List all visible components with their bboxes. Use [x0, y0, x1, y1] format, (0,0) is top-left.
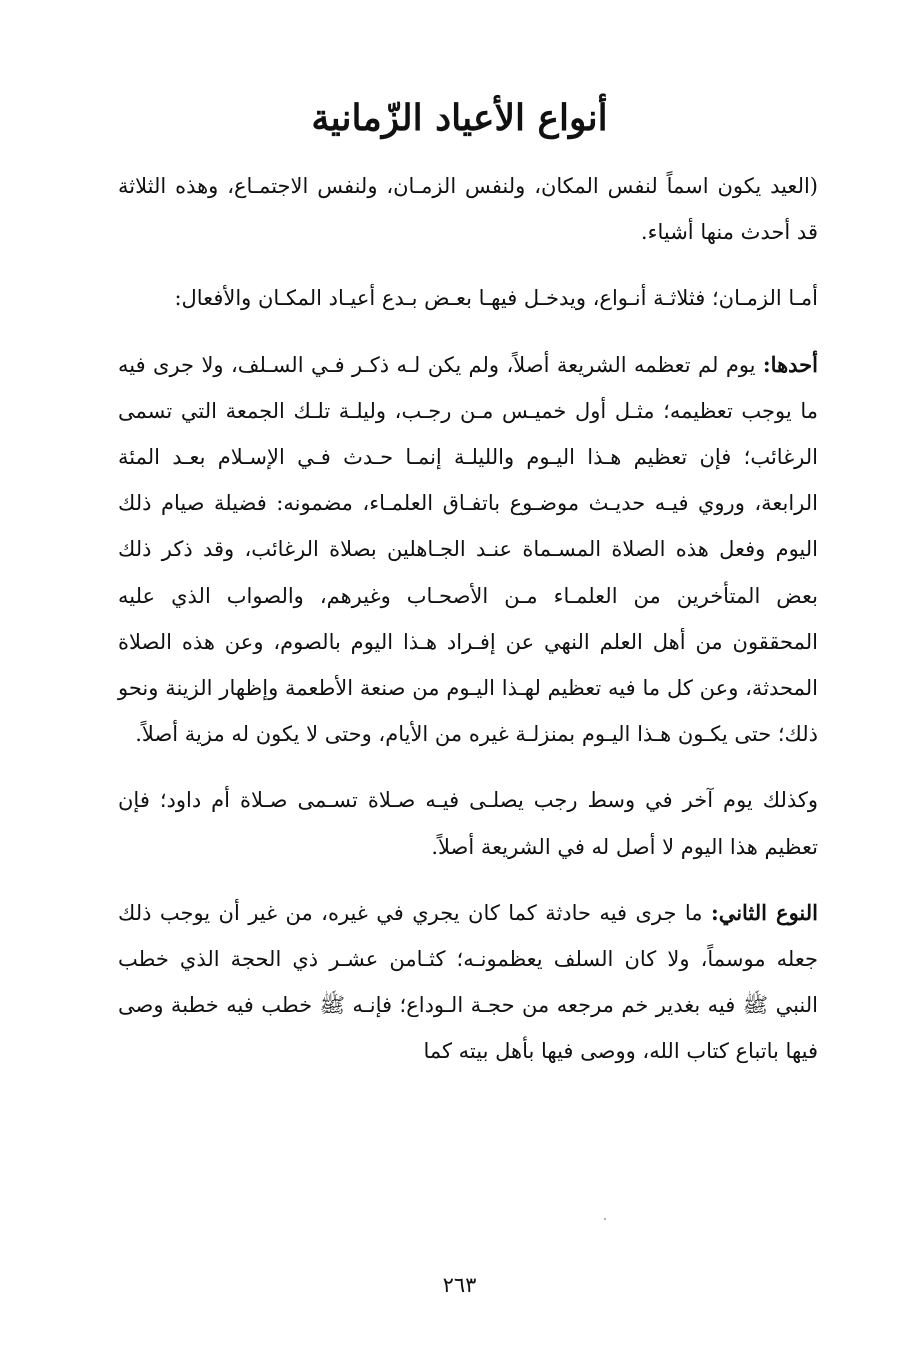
- paragraph-5: [118, 890, 818, 1075]
- paragraph-5-lead: النوع الثاني:: [710, 899, 818, 925]
- paragraph-3-lead: أحدها:: [762, 351, 818, 377]
- page-number: ٢٦٣: [442, 1273, 477, 1297]
- paragraph-3: [118, 342, 818, 758]
- body-text: [118, 163, 818, 1095]
- paragraph-5-text: ما جرى فيه حادثة كما كان يجري في غيره، من غير أن يوجب ذلك جعله موسماً، ولا كان السلف يعظمونـه؛ كثـامن عشـر ذي الحجة الذي خطب النبي ﷺ فيه بغدير خم مرجعه من حجـة الـوداع؛ فإنـه ﷺ خطب فيه خطبة وصى فيها باتباع كتاب الله، ووصى فيها بأهل بيته كما: [118, 900, 818, 1064]
- paragraph-2-text: أمـا الزمـان؛ فثلاثـة أنـواع، ويدخـل فيهـا بعـض بـدع أعيـاد المكـان والأفعال:: [174, 286, 818, 311]
- paragraph-1: [118, 163, 818, 255]
- paragraph-4: [118, 777, 818, 869]
- paragraph-2: [118, 275, 818, 321]
- scan-speck: [604, 1218, 606, 1220]
- paragraph-4-text: وكذلك يوم آخر في وسط رجب يصلـى فيـه صـلاة تسـمى صـلاة أم داود؛ فإن تعظيم هذا اليوم لا أصل له في الشريعة أصلاً.: [118, 788, 818, 859]
- page-title: أنواع الأعياد الزّمانية: [311, 97, 608, 139]
- paragraph-1-text: (العيد يكون اسماً لنفس المكان، ولنفس الزمـان، ولنفس الاجتمـاع، وهذه الثلاثة قد أحدث منها أشياء.: [118, 174, 818, 245]
- paragraph-3-text: يوم لم تعظمه الشريعة أصلاً، ولم يكن لـه ذكـر فـي السـلف، ولا جرى فيه ما يوجب تعظيمه؛ مثـل أول خميـس مـن رجـب، وليلـة تلـك الجمعة التي تسمى الرغائب؛ فإن تعظيم هـذا اليـوم والليلـة إنمـا حـدث فـي الإسـلام بعـد المئة الرابعة، وروي فيـه حديـث موضـوع باتفـاق العلمـاء، مضمونه: فضيلة صيام ذلك اليوم وفعل هذه الصلاة المسـماة عنـد الجـاهلين بصلاة الرغائب، وقد ذكر ذلك بعض المتأخرين من العلمـاء مـن الأصحـاب وغيرهم، والصواب الذي عليه المحققون من أهل العلم النهي عن إفـراد هـذا اليوم بالصوم، وعن هذه الصلاة المحدثة، وعن كل ما فيه تعظيم لهـذا اليـوم من صنعة الأطعمة وإظهار الزينة ونحو ذلك؛ حتى يكـون هـذا اليـوم بمنزلـة غيره من الأيام، وحتى لا يكون له مزية أصلاً.: [118, 352, 818, 747]
